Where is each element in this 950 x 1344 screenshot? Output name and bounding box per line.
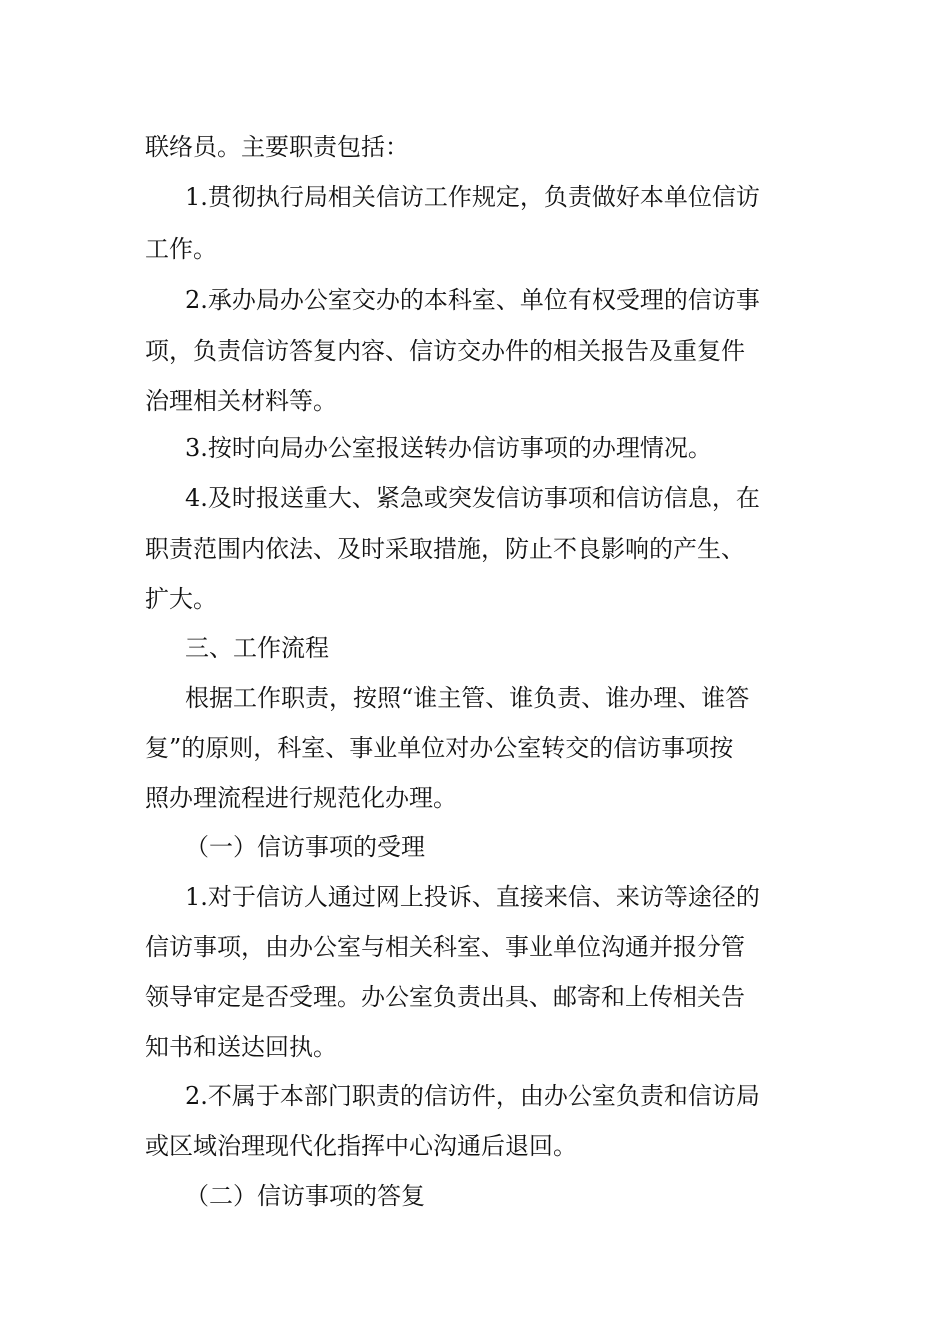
text-line: 4.及时报送重大、紧急或突发信访事项和信访信息，在 xyxy=(185,484,760,512)
text-line: 1.对于信访人通过网上投诉、直接来信、来访等途径的 xyxy=(185,883,760,911)
text-line: 职责范围内依法、及时采取措施，防止不良影响的产生、 xyxy=(145,535,745,563)
text-line: 治理相关材料等。 xyxy=(145,387,337,415)
text-line: 3.按时向局办公室报送转办信访事项的办理情况。 xyxy=(185,434,712,462)
text-line: 联络员。主要职责包括： xyxy=(145,133,409,161)
text-line: 扩大。 xyxy=(145,585,217,613)
text-line: 或区域治理现代化指挥中心沟通后退回。 xyxy=(145,1132,577,1160)
text-line: 项，负责信访答复内容、信访交办件的相关报告及重复件 xyxy=(145,337,745,365)
subsection-heading: （一）信访事项的受理 xyxy=(185,833,425,861)
text-line: 2.承办局办公室交办的本科室、单位有权受理的信访事 xyxy=(185,286,760,314)
text-line: 领导审定是否受理。办公室负责出具、邮寄和上传相关告 xyxy=(145,983,745,1011)
text-line: 照办理流程进行规范化办理。 xyxy=(145,784,457,812)
text-line: 知书和送达回执。 xyxy=(145,1033,337,1061)
text-line: 工作。 xyxy=(145,235,217,263)
text-line: 根据工作职责，按照“谁主管、谁负责、谁办理、谁答 xyxy=(185,684,750,712)
text-line: 信访事项，由办公室与相关科室、事业单位沟通并报分管 xyxy=(145,933,745,961)
section-heading: 三、工作流程 xyxy=(185,634,329,662)
text-line: 1.贯彻执行局相关信访工作规定，负责做好本单位信访 xyxy=(185,183,760,211)
text-line: 复”的原则，科室、事业单位对办公室转交的信访事项按 xyxy=(145,734,734,762)
text-line: 2.不属于本部门职责的信访件，由办公室负责和信访局 xyxy=(185,1082,760,1110)
subsection-heading: （二）信访事项的答复 xyxy=(185,1182,425,1210)
